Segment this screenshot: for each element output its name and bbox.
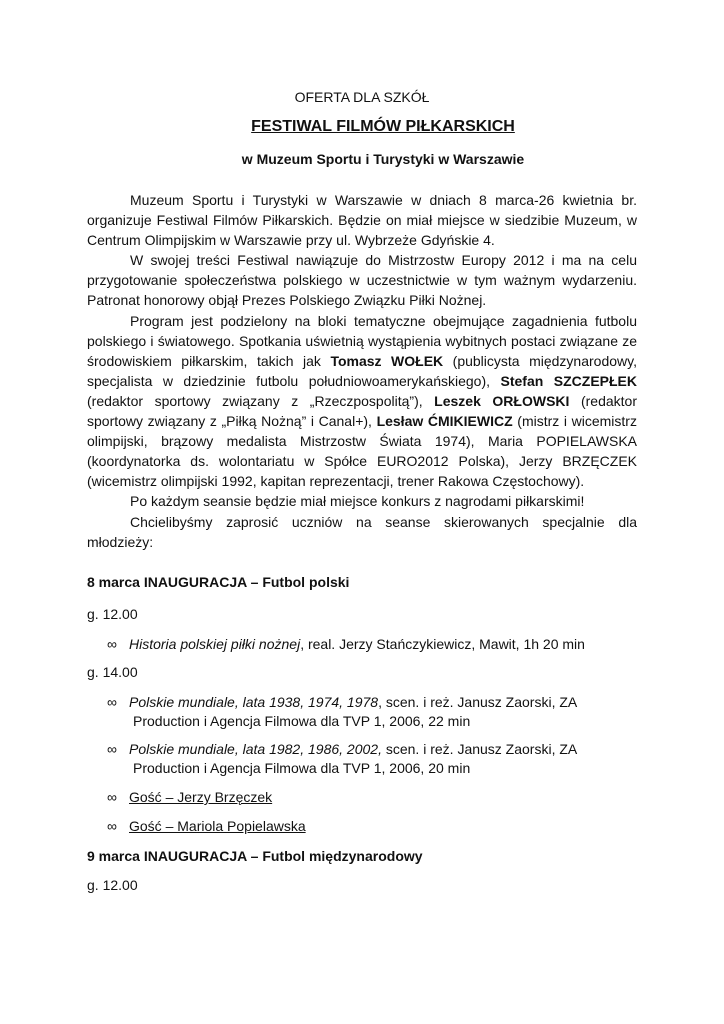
- film-3-info-continued: Production i Agencja Filmowa dla TVP 1, 2006, 20 min: [133, 760, 471, 776]
- infinity-bullet-icon: ∞: [107, 741, 117, 757]
- intro-paragraph-1: Muzeum Sportu i Turystyki w Warszawie w dniach 8 marca-26 kwietnia br. organizuje Festiwal Filmów Piłkarskich. Będzie on miał miejsce w siedzibie Muzeum, w Centrum Olimpijskim w Warszawie przy ul. Wybrzeże Gdyńskie 4.: [87, 192, 637, 249]
- p3-text-5: (mistrz i wicemistrz olimpijski, brązowy medalista Mistrzostw Świata 1974), Maria POPIELAWSKA (koordynatorka ds. wolontariatu w Spółce EURO2012 Polska), Jerzy BRZĘCZEK (wicemistrz olimpijski 1992, kapitan reprezentacji, trener Rakowa Częstochowy).: [87, 413, 637, 490]
- intro-paragraph-3: [87, 311, 637, 492]
- festival-title: [0, 118, 724, 136]
- film-item-2: [107, 693, 647, 731]
- guest-item-2: [107, 817, 647, 836]
- guest-2-text: Gość – Mariola Popielawska: [129, 818, 306, 834]
- festival-title-text: FESTIWAL FILMÓW PIŁKARSKICH: [251, 118, 515, 135]
- intro-paragraph-5: Chcielibyśmy zaprosić uczniów na seanse skierowanych specjalnie dla młodzieży:: [87, 513, 637, 550]
- p3-text-4: (redaktor sportowy związany z „Piłką Nożną” i Canal+),: [87, 392, 637, 430]
- film-3-title: Polskie mundiale, lata 1982, 1986, 2002,: [129, 741, 382, 757]
- film-1-info: , real. Jerzy Stańczykiewicz, Mawit, 1h 20 min: [300, 636, 585, 652]
- day1-time-1: g. 12.00: [87, 606, 138, 622]
- film-item-3: [107, 740, 647, 778]
- day2-heading: 9 marca INAUGURACJA – Futbol międzynarodowy: [87, 848, 423, 864]
- day1-heading: 8 marca INAUGURACJA – Futbol polski: [87, 574, 350, 590]
- intro-paragraph-2: W swojej treści Festiwal nawiązuje do Mistrzostw Europy 2012 i ma na celu przygotowanie społeczeństwa polskiego w uczestnictwie w tym ważnym wydarzeniu. Patronat honorowy objął Prezes Polskiego Związku Piłki Nożnej.: [87, 252, 637, 309]
- film-item-1: [107, 635, 647, 654]
- infinity-bullet-icon: ∞: [107, 818, 117, 834]
- infinity-bullet-icon: ∞: [107, 694, 117, 710]
- intro-paragraph-4: Po każdym seansie będzie miał miejsce konkurs z nagrodami piłkarskimi!: [130, 493, 585, 510]
- guest-name-szczeplek: Stefan SZCZEPŁEK: [500, 372, 637, 389]
- offer-heading: OFERTA DLA SZKÓŁ: [294, 89, 430, 105]
- infinity-bullet-icon: ∞: [107, 789, 117, 805]
- day1-time-2: g. 14.00: [87, 664, 138, 680]
- p3-text-2: (publicysta międzynarodowy, specjalista w dziedzinie futbolu południowoamerykańskiego),: [87, 352, 637, 389]
- film-1-title: Historia polskiej piłki nożnej: [129, 636, 301, 652]
- film-3-info: scen. i reż. Janusz Zaorski, ZA: [381, 741, 578, 757]
- day2-time-1: g. 12.00: [87, 877, 138, 893]
- guest-name-orlowski: Leszek ORŁOWSKI: [434, 392, 570, 409]
- film-2-info: , scen. i reż. Janusz Zaorski, ZA: [378, 694, 578, 710]
- festival-subtitle: w Muzeum Sportu i Turystyki w Warszawie: [241, 151, 525, 167]
- guest-item-1: [107, 788, 647, 807]
- film-2-info-continued: Production i Agencja Filmowa dla TVP 1, 2006, 22 min: [133, 713, 471, 729]
- film-2-title: Polskie mundiale, lata 1938, 1974, 1978: [129, 694, 379, 710]
- intro-text: [87, 190, 637, 552]
- infinity-bullet-icon: ∞: [107, 636, 117, 652]
- guest-name-cmikiewicz: Lesław ĆMIKIEWICZ: [376, 413, 513, 430]
- guest-1-text: Gość – Jerzy Brzęczek: [129, 789, 273, 805]
- p3-text-3: (redaktor sportowy związany z „Rzeczpospolitą”),: [87, 392, 435, 409]
- p3-text-1: Program jest podzielony na bloki tematyczne obejmujące zagadnienia futbolu polskiego i światowego. Spotkania uświetnią wystąpienia wybitnych postaci związane ze środowiskiem piłkarskim, takich jak: [87, 312, 637, 369]
- guest-name-wolek: Tomasz WOŁEK: [330, 352, 444, 369]
